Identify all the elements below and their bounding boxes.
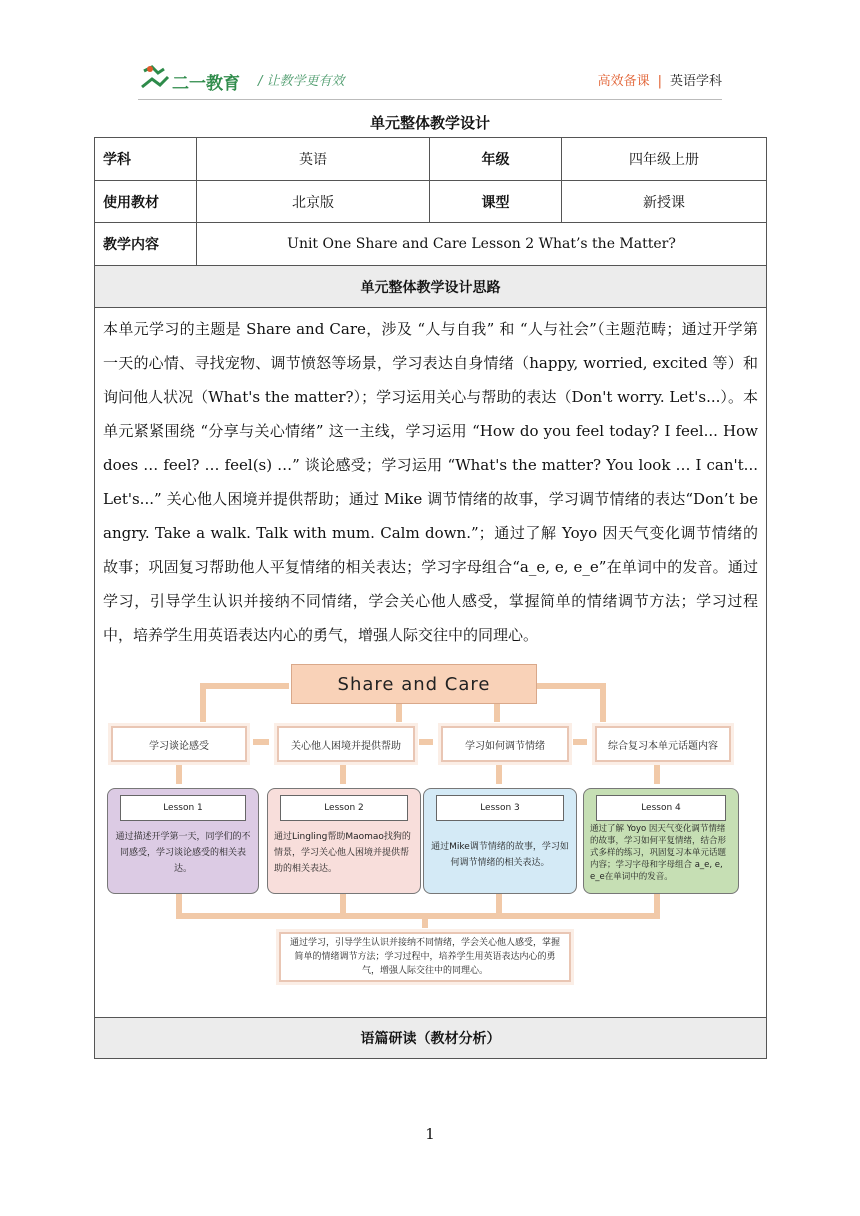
lesson-type-value: 新授课 bbox=[562, 181, 767, 223]
subject-value: 英语 bbox=[197, 138, 430, 181]
lesson-desc-4: 通过了解 Yoyo 因天气变化调节情绪的故事，学习如何平复情绪，结合形式多样的练习，巩固复习本单元话题内容；学习字母和字母组合 a_e, e, e_e在单词中的发音。 bbox=[590, 824, 727, 882]
lesson-title-4: Lesson 4 bbox=[596, 795, 726, 821]
section-design-idea-title: 单元整体教学设计思路 bbox=[95, 266, 767, 308]
table-row bbox=[95, 266, 767, 308]
lesson-title-3: Lesson 3 bbox=[436, 795, 564, 821]
lesson-box-4 bbox=[583, 788, 739, 894]
unit-structure-diagram bbox=[103, 664, 755, 1009]
content-value: Unit One Share and Care Lesson 2 What’s the Matter? bbox=[197, 223, 767, 266]
header-efficient-prep: 高效备课 bbox=[597, 74, 650, 89]
lesson-title-2: Lesson 2 bbox=[280, 795, 408, 821]
page-number: 1 bbox=[425, 1125, 435, 1143]
table-row bbox=[95, 1018, 767, 1059]
theme-box-1: 学习谈论感受 bbox=[111, 726, 247, 762]
lesson-desc-2: 通过Lingling帮助Maomao找狗的情景，学习关心他人困境并提供帮助的相关表达。 bbox=[274, 832, 411, 874]
logo-icon bbox=[138, 63, 248, 97]
logo-text: 二一教育 bbox=[172, 74, 240, 94]
header-divider bbox=[138, 99, 722, 100]
header-right bbox=[598, 70, 722, 89]
document-title: 单元整体教学设计 bbox=[369, 114, 490, 132]
lesson-box-2 bbox=[267, 788, 421, 894]
design-table bbox=[94, 137, 767, 1059]
header-separator: | bbox=[657, 74, 662, 89]
table-row bbox=[95, 223, 767, 266]
textbook-label: 使用教材 bbox=[95, 181, 197, 223]
section-text-analysis-title: 语篇研读（教材分析） bbox=[95, 1018, 767, 1059]
header-subject: 英语学科 bbox=[669, 74, 722, 89]
table-row bbox=[95, 308, 767, 1018]
table-row bbox=[95, 181, 767, 223]
table-row bbox=[95, 138, 767, 181]
page-header bbox=[0, 0, 860, 100]
lesson-desc-1: 通过描述开学第一天，同学们的不同感受，学习谈论感受的相关表达。 bbox=[115, 832, 251, 874]
lesson-box-3 bbox=[423, 788, 577, 894]
section-design-idea-body bbox=[95, 308, 767, 1018]
textbook-value: 北京版 bbox=[197, 181, 430, 223]
theme-box-3: 学习如何调节情绪 bbox=[441, 726, 569, 762]
lesson-type-label: 课型 bbox=[430, 181, 562, 223]
subject-label: 学科 bbox=[95, 138, 197, 181]
design-idea-paragraph: 本单元学习的主题是 Share and Care，涉及 “人与自我” 和 “人与社会”（主题范畴；通过开学第一天的心情、寻找宠物、调节愤怒等场景，学习表达自身情绪（happy, worried, excited 等）和询问他人状况（What's the matter?）；学习运用关心与帮助的表达（Don't worry. Let's...）。本单元紧紧围绕 “分享与关心情绪” 这一主线，学习运用 “How do you feel today? I feel... How does … feel? … feel(s) …” 谈论感受；学习运用 “What's the matter? You look … I can't... Let's...” 关心他人困境并提供帮助；通过 Mike 调节情绪的故事，学习调节情绪的表达“Don’t be angry. Take a walk. Talk with mum. Calm down.”；通过了解 Yoyo 因天气变化调节情绪的故事；巩固复习帮助他人平复情绪的相关表达；学习字母组合“a_e, e, e_e”在单词中的发音。通过学习，引导学生认识并接纳不同情绪，学会关心他人感受，掌握简单的情绪调节方法；学习过程中，培养学生用英语表达内心的勇气，增强人际交往中的同理心。 bbox=[103, 320, 758, 644]
lesson-title-1: Lesson 1 bbox=[120, 795, 246, 821]
center-theme-box: Share and Care bbox=[291, 664, 537, 704]
lesson-box-1 bbox=[107, 788, 259, 894]
diagram-summary-box: 通过学习，引导学生认识并接纳不同情绪，学会关心他人感受，掌握简单的情绪调节方法；学习过程中，培养学生用英语表达内心的勇气，增强人际交往中的同理心。 bbox=[279, 932, 571, 982]
theme-box-2: 关心他人困境并提供帮助 bbox=[277, 726, 415, 762]
lesson-desc-3: 通过Mike调节情绪的故事，学习如何调节情绪的相关表达。 bbox=[431, 842, 569, 868]
grade-label: 年级 bbox=[430, 138, 562, 181]
theme-box-4: 综合复习本单元话题内容 bbox=[595, 726, 731, 762]
header-slogan: / 让教学更有效 bbox=[258, 74, 345, 89]
content-label: 教学内容 bbox=[95, 223, 197, 266]
grade-value: 四年级上册 bbox=[562, 138, 767, 181]
